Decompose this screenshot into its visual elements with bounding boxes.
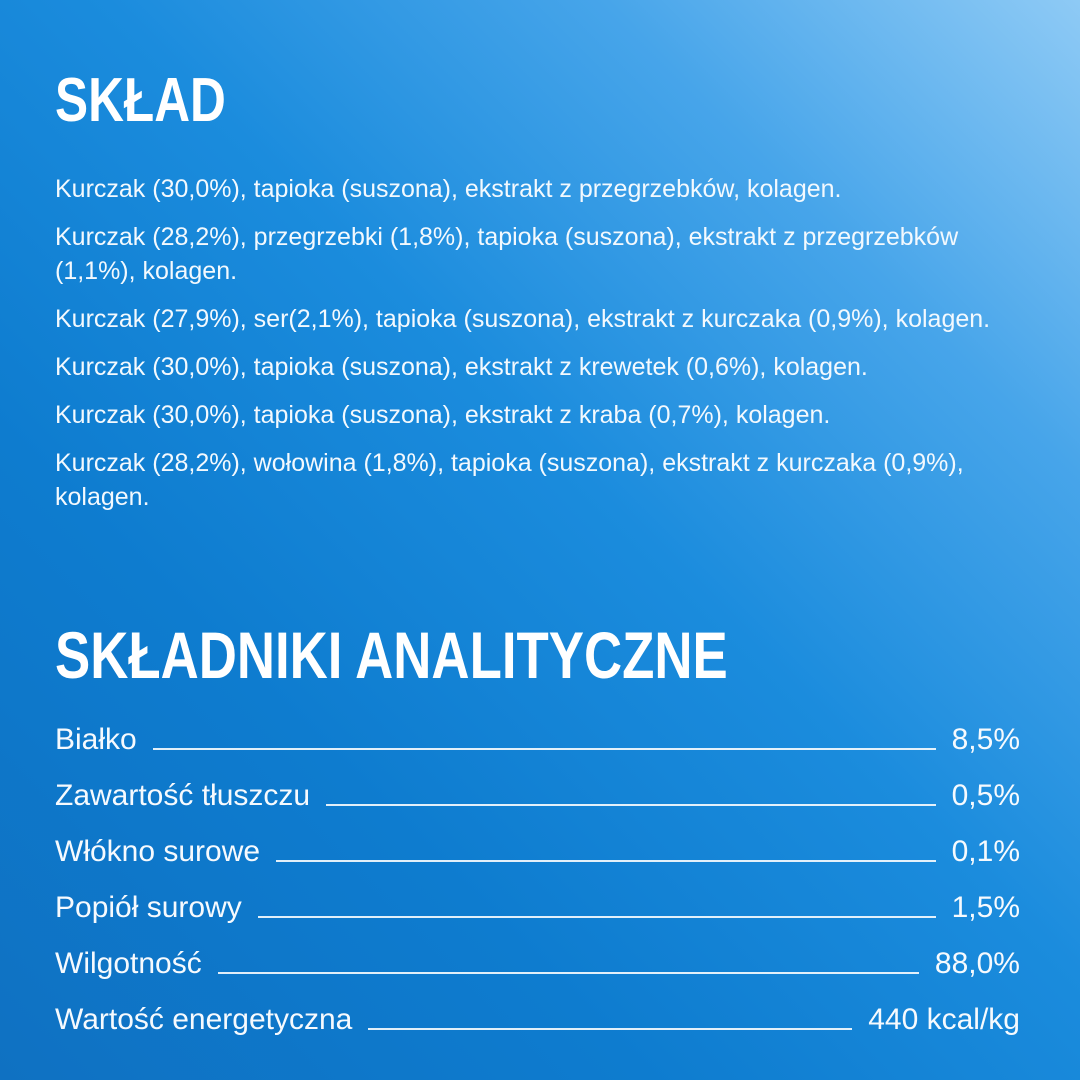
row-value: 88,0% — [934, 947, 1020, 980]
leader-line — [368, 1028, 852, 1030]
table-row — [55, 1004, 1020, 1035]
ingredient-line: Kurczak (28,2%), przegrzebki (1,8%), tapioka (suszona), ekstrakt z przegrzebków (1,1%), kolagen. — [55, 223, 959, 285]
row-value: 1,5% — [951, 891, 1020, 924]
row-label: Włókno surowe — [55, 835, 261, 868]
leader-line — [276, 860, 936, 862]
table-row — [55, 836, 1020, 867]
row-value: 0,5% — [951, 779, 1020, 812]
leader-line — [153, 748, 936, 750]
composition-list — [55, 172, 1020, 514]
ingredient-line: Kurczak (30,0%), tapioka (suszona), ekstrakt z kraba (0,7%), kolagen. — [55, 401, 831, 429]
analytical-components-title: SKŁADNIKI ANALITYCZNE — [55, 618, 728, 692]
ingredient-line: Kurczak (30,0%), tapioka (suszona), ekstrakt z krewetek (0,6%), kolagen. — [55, 353, 868, 381]
ingredient-line: Kurczak (27,9%), ser(2,1%), tapioka (suszona), ekstrakt z kurczaka (0,9%), kolagen. — [55, 305, 991, 333]
analytical-components-table — [55, 724, 1020, 1035]
row-value: 0,1% — [951, 835, 1020, 868]
leader-line — [258, 916, 936, 918]
row-label: Białko — [55, 723, 137, 756]
table-row — [55, 780, 1020, 811]
leader-line — [326, 804, 936, 806]
row-value: 8,5% — [951, 723, 1020, 756]
table-row — [55, 892, 1020, 923]
leader-line — [218, 972, 919, 974]
row-label: Popiół surowy — [55, 891, 242, 924]
row-value: 440 kcal/kg — [868, 1003, 1020, 1036]
row-label: Zawartość tłuszczu — [55, 779, 311, 812]
row-label: Wartość energetyczna — [55, 1003, 353, 1036]
row-label: Wilgotność — [55, 947, 202, 980]
ingredient-line: Kurczak (28,2%), wołowina (1,8%), tapioka (suszona), ekstrakt z kurczaka (0,9%), kolagen. — [55, 449, 964, 511]
ingredient-line: Kurczak (30,0%), tapioka (suszona), ekstrakt z przegrzebków, kolagen. — [55, 175, 842, 203]
composition-title: SKŁAD — [55, 66, 226, 135]
table-row — [55, 724, 1020, 755]
table-row — [55, 948, 1020, 979]
